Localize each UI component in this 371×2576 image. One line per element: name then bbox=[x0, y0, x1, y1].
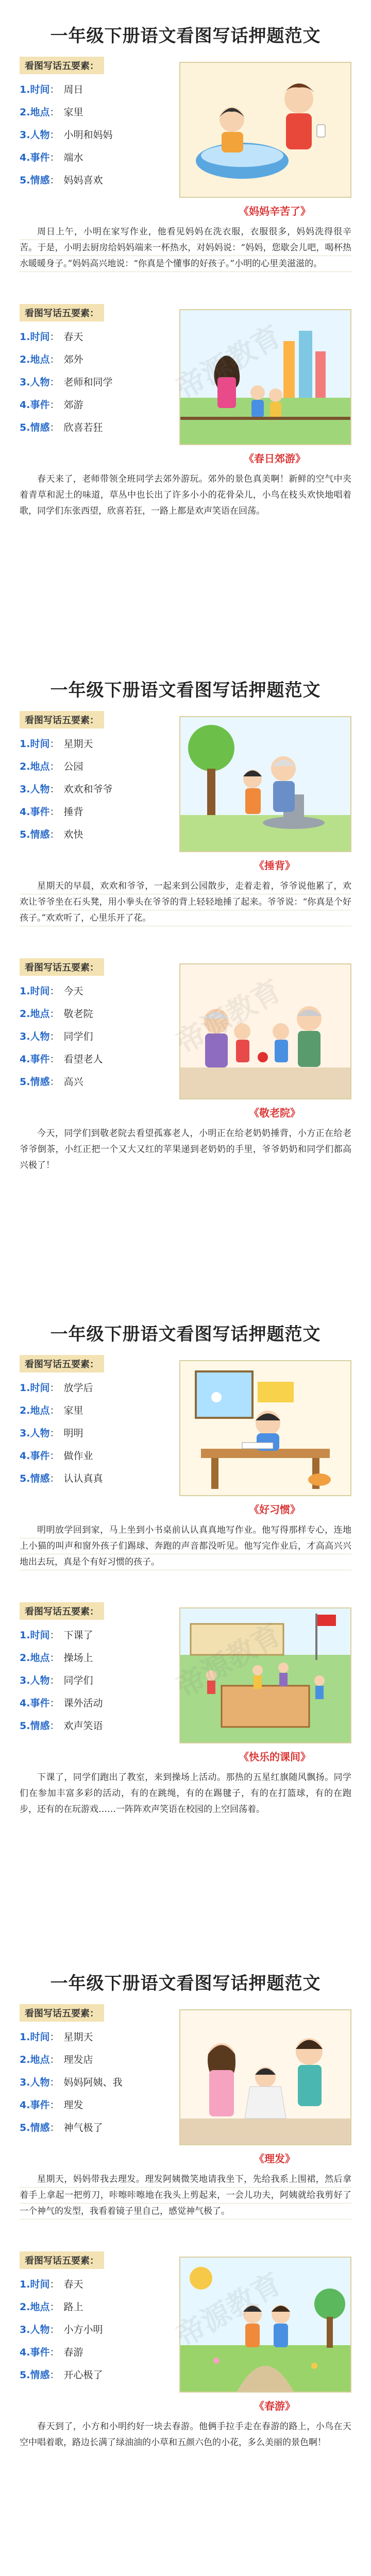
element-row: 4.事件： 做作业 bbox=[20, 1450, 93, 1462]
element-row: 2.地点： 路上 bbox=[20, 2301, 83, 2313]
five-elements bbox=[20, 2004, 169, 2138]
story-essay: 春天来了，老师带领全班同学去郊外游玩。郊外的景色真美啊！新鲜的空气中夹着青草和泥土的味道，草丛中也长出了许多小小的花骨朵儿，小鸟在枝头欢快地唱着歌，同学们东张西望，欣喜若狂，一路上都是欢声笑语在回荡。 bbox=[20, 474, 351, 516]
element-row: 4.事件： 端水 bbox=[20, 152, 83, 163]
story-caption: 《好习惯》 bbox=[249, 1503, 300, 1516]
section-3 bbox=[0, 1319, 371, 1815]
element-row: 4.事件： 郊游 bbox=[20, 399, 83, 411]
element-row: 3.人物： 明明 bbox=[20, 1428, 83, 1439]
element-row: 4.事件： 课外活动 bbox=[20, 1698, 103, 1709]
story-essay: 星期天的早晨，欢欢和爷爷，一起来到公园散步，走着走着，爷爷说他累了，欢欢让爷爷坐在石头凳，用小拳头在爷爷的背上轻轻地捶了起来。爷爷说：“你真是个好孩子。”欢欢听了，心里乐开了花。 bbox=[20, 878, 351, 926]
element-row: 3.人物： 老师和同学 bbox=[20, 377, 113, 388]
section-title: 一年级下册语文看图写话押题范文 bbox=[50, 26, 321, 46]
five-elements bbox=[20, 711, 169, 845]
element-row: 2.地点： 操场上 bbox=[20, 1652, 93, 1664]
story-caption: 《敬老院》 bbox=[249, 1107, 300, 1119]
element-row: 2.地点： 家里 bbox=[20, 107, 83, 118]
element-row: 3.人物： 同学们 bbox=[20, 1031, 93, 1042]
illustration-homework bbox=[179, 1360, 351, 1496]
story-caption: 《快乐的课间》 bbox=[239, 1751, 311, 1763]
element-row: 3.人物： 同学们 bbox=[20, 1675, 93, 1686]
story-block bbox=[20, 1355, 351, 1567]
section-title: 一年级下册语文看图写话押题范文 bbox=[50, 1973, 321, 1994]
illustration-back-massage bbox=[179, 716, 351, 852]
story-block bbox=[20, 304, 351, 516]
illustration-haircut bbox=[179, 2009, 351, 2145]
story-block bbox=[20, 2004, 351, 2216]
section-4 bbox=[0, 1968, 371, 2448]
elements-heading: 看图写话五要素： bbox=[20, 2251, 104, 2269]
story-essay: 周日上午，小明在家写作业，他看见妈妈在洗衣服，衣服很多，妈妈洗得很辛苦。于是，小明去厨房给妈妈端来一杯热水，对妈妈说：“妈妈，您歇会儿吧，喝杯热水暖暖身子。”妈妈高兴地说：“你真是个懂事的好孩子。”小明的心里美滋滋的。 bbox=[20, 224, 351, 272]
illustration-spring-trip bbox=[179, 2257, 351, 2393]
element-row: 3.人物： 小方小明 bbox=[20, 2324, 103, 2335]
story-caption: 《春游》 bbox=[254, 2400, 295, 2412]
element-row: 4.事件： 春游 bbox=[20, 2347, 83, 2358]
elements-heading: 看图写话五要素： bbox=[20, 711, 104, 728]
element-row: 1.时间： 春天 bbox=[20, 2279, 83, 2290]
element-row: 3.人物： 小明和妈妈 bbox=[20, 129, 113, 141]
story-block bbox=[20, 57, 351, 269]
story-essay: 明明放学回到家，马上坐到小书桌前认认真真地写作业。他写得那样专心，连地上小猫的叫声和窗外孩子们踢球、奔跑的声音都没听见。他写完作业后，才高高兴兴地出去玩，真是个有好习惯的孩子。 bbox=[20, 1522, 351, 1570]
five-elements bbox=[20, 958, 169, 1092]
element-row: 5.情感： 妈妈喜欢 bbox=[20, 175, 103, 186]
element-row: 2.地点： 敬老院 bbox=[20, 1008, 93, 1020]
elements-heading: 看图写话五要素： bbox=[20, 958, 104, 976]
element-row: 4.事件： 理发 bbox=[20, 2099, 83, 2111]
element-row: 1.时间： 放学后 bbox=[20, 1382, 93, 1394]
five-elements bbox=[20, 1602, 169, 1736]
story-caption: 《捶背》 bbox=[254, 859, 295, 872]
story-essay: 今天，同学们到敬老院去看望孤寡老人，小明正在给老奶奶捶背，小方正在给老爷爷倒茶，小红正把一个又大又红的苹果递到老奶奶的手里，爷爷奶奶和同学们都高兴极了！ bbox=[20, 1128, 351, 1171]
section-title: 一年级下册语文看图写话押题范文 bbox=[50, 680, 321, 701]
element-row: 5.情感： 开心极了 bbox=[20, 2369, 103, 2381]
element-row: 5.情感： 欢快 bbox=[20, 829, 83, 840]
element-row: 1.时间： 春天 bbox=[20, 331, 83, 343]
story-caption: 《理发》 bbox=[254, 2153, 295, 2165]
element-row: 3.人物： 欢欢和爷爷 bbox=[20, 784, 113, 795]
element-row: 1.时间： 今天 bbox=[20, 986, 83, 997]
story-block bbox=[20, 2251, 351, 2452]
story-essay: 星期天，妈妈带我去理发。理发阿姨微笑地请我坐下，先给我系上围裙，然后拿着手上拿起一把剪刀，咔嚓咔嚓地在我头上剪起来，一会儿功夫，阿姨就给我剪好了一个神气的发型，我看着镜子里自己，感觉神气极了。 bbox=[20, 2172, 351, 2219]
element-row: 5.情感： 高兴 bbox=[20, 1076, 83, 1088]
story-essay: 下课了，同学们跑出了教室，来到操场上活动。那热的五星红旗随风飘扬。同学们在参加丰富多彩的活动，有的在跳绳，有的在踢毽子，有的在打篮球，有的在跑步，还有的在玩游戏……一阵阵欢声笑语在校园的上空回荡着。 bbox=[20, 1772, 351, 1815]
element-row: 2.地点： 公园 bbox=[20, 761, 83, 772]
element-row: 5.情感： 欣喜若狂 bbox=[20, 422, 103, 433]
section-1 bbox=[0, 21, 371, 516]
elements-heading: 看图写话五要素： bbox=[20, 1602, 104, 1620]
element-row: 2.地点： 理发店 bbox=[20, 2054, 93, 2065]
element-row: 1.时间： 下课了 bbox=[20, 1630, 93, 1641]
story-block bbox=[20, 711, 351, 923]
element-row: 5.情感： 欢声笑语 bbox=[20, 1720, 103, 1732]
story-block bbox=[20, 958, 351, 1171]
elements-heading: 看图写话五要素： bbox=[20, 304, 104, 321]
element-row: 4.事件： 看望老人 bbox=[20, 1054, 103, 1065]
element-row: 2.地点： 郊外 bbox=[20, 354, 83, 365]
element-row: 3.人物： 妈妈阿姨、我 bbox=[20, 2077, 123, 2088]
element-row: 5.情感： 认认真真 bbox=[20, 1473, 103, 1484]
elements-heading: 看图写话五要素： bbox=[20, 1355, 104, 1372]
five-elements bbox=[20, 1355, 169, 1489]
section-title: 一年级下册语文看图写话押题范文 bbox=[50, 1324, 321, 1345]
story-block bbox=[20, 1602, 351, 1815]
illustration-spring-outing bbox=[179, 309, 351, 445]
element-row: 4.事件： 捶背 bbox=[20, 806, 83, 818]
section-2 bbox=[0, 675, 371, 1171]
illustration-nursing-home bbox=[179, 963, 351, 1099]
story-essay: 春天到了，小方和小明约好一块去春游。他俩手拉手走在春游的路上，小鸟在天空中唱着歌，路边长满了绿油油的小草和五颜六色的小花，多么美丽的景色啊！ bbox=[20, 2421, 351, 2448]
element-row: 2.地点： 家里 bbox=[20, 1405, 83, 1416]
element-row: 1.时间： 星期天 bbox=[20, 2031, 93, 2043]
illustration-mother-washing bbox=[179, 62, 351, 198]
five-elements bbox=[20, 304, 169, 438]
story-caption: 《春日郊游》 bbox=[244, 452, 306, 465]
five-elements bbox=[20, 57, 169, 191]
elements-heading: 看图写话五要素： bbox=[20, 2004, 104, 2022]
element-row: 1.时间： 星期天 bbox=[20, 738, 93, 750]
illustration-playground bbox=[179, 1607, 351, 1743]
element-row: 1.时间： 周日 bbox=[20, 84, 83, 95]
element-row: 5.情感： 神气极了 bbox=[20, 2122, 103, 2133]
elements-heading: 看图写话五要素： bbox=[20, 57, 104, 74]
five-elements bbox=[20, 2251, 169, 2385]
story-caption: 《妈妈辛苦了》 bbox=[239, 205, 311, 217]
